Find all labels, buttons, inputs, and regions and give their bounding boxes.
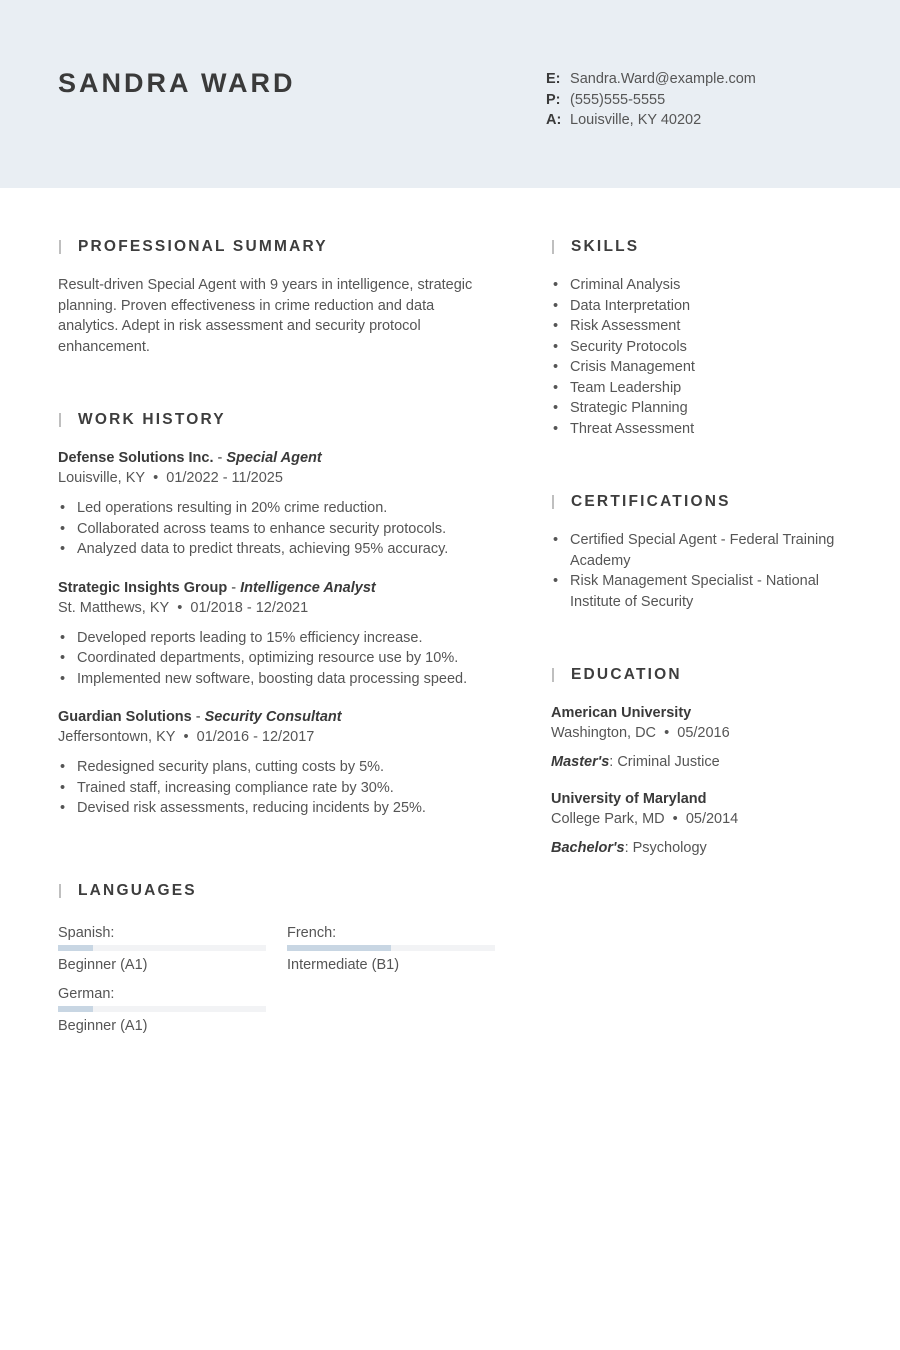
education-entry: [551, 789, 851, 858]
right-column: [551, 236, 851, 858]
job-meta: Louisville, KY • 01/2022 - 11/2025: [58, 470, 283, 486]
job-entry: [58, 448, 498, 560]
education-location: College Park, MD: [551, 811, 665, 827]
list-item: • Trained staff, increasing compliance rate by 30%.: [58, 778, 498, 799]
contact-email-key: E:: [546, 71, 561, 87]
job-bullets: [58, 498, 498, 560]
education-degree-line: [551, 752, 851, 772]
job-bullets: [58, 628, 498, 690]
language-bar: [287, 945, 495, 951]
list-item: • Coordinated departments, optimizing resource use by 10%.: [58, 648, 498, 669]
education-field: : Criminal Justice: [609, 754, 720, 770]
education-location: Washington, DC: [551, 725, 657, 741]
certification-item: • Risk Management Specialist - National Institute of Security: [551, 571, 851, 612]
header-band: [0, 0, 900, 188]
skills-heading: SKILLS: [551, 236, 851, 258]
contact-phone: [546, 90, 756, 111]
skill-item: • Crisis Management: [551, 357, 851, 378]
education-degree: Master's: [551, 754, 610, 770]
contact-block: [546, 69, 756, 131]
certifications-heading: CERTIFICATIONS: [551, 491, 851, 513]
list-item: • Devised risk assessments, reducing incidents by 25%.: [58, 798, 498, 819]
skill-item: • Risk Assessment: [551, 316, 851, 337]
job-location: St. Matthews, KY: [58, 599, 170, 616]
skill-item: • Strategic Planning: [551, 398, 851, 419]
certifications-list: [551, 530, 851, 612]
education-date: 05/2014: [685, 811, 739, 827]
job-title-line: [58, 448, 498, 468]
job-entry: [58, 578, 498, 690]
job-company: Defense Solutions Inc.: [58, 450, 214, 466]
language-bar-fill: [58, 1006, 93, 1012]
job-title-line: [58, 578, 498, 598]
job-separator: -: [213, 450, 227, 466]
left-column: [58, 236, 498, 1043]
skill-item: • Threat Assessment: [551, 419, 851, 440]
skill-item: • Team Leadership: [551, 378, 851, 399]
language-item: [58, 984, 266, 1036]
job-dates: 01/2016 - 12/2017: [196, 729, 315, 745]
job-role: Special Agent: [226, 450, 322, 466]
certification-item: • Certified Special Agent - Federal Training Academy: [551, 530, 851, 571]
job-meta: St. Matthews, KY • 01/2018 - 12/2021: [58, 599, 309, 616]
language-item: [287, 923, 495, 975]
language-bar-fill: [58, 945, 93, 951]
languages-heading: LANGUAGES: [58, 880, 498, 902]
job-dates: 01/2022 - 11/2025: [166, 470, 283, 486]
job-separator: -: [191, 709, 205, 725]
education-school: American University: [551, 705, 692, 721]
job-company: Strategic Insights Group: [58, 579, 228, 596]
education-degree: Bachelor's: [551, 840, 625, 856]
list-item: • Developed reports leading to 15% efficiency increase.: [58, 628, 498, 649]
education-degree-line: [551, 838, 851, 858]
list-item: • Redesigned security plans, cutting costs by 5%.: [58, 757, 498, 778]
job-title-line: [58, 707, 498, 727]
contact-address-value: Louisville, KY 40202: [570, 112, 702, 128]
language-item: [58, 923, 266, 975]
job-dates: 01/2018 - 12/2021: [190, 599, 309, 616]
language-bar: [58, 945, 266, 951]
job-location: Jeffersontown, KY: [58, 729, 176, 745]
job-entry: [58, 707, 498, 819]
work-history-heading: WORK HISTORY: [58, 409, 498, 431]
education-meta: Washington, DC • 05/2016: [551, 725, 730, 741]
language-level: Beginner (A1): [58, 1017, 148, 1034]
language-level: Beginner (A1): [58, 956, 148, 973]
language-bar: [58, 1006, 266, 1012]
education-meta: College Park, MD • 05/2014: [551, 811, 739, 827]
job-role: Intelligence Analyst: [240, 579, 376, 596]
job-location: Louisville, KY: [58, 470, 146, 486]
language-name: French:: [287, 924, 337, 941]
job-bullets: [58, 757, 498, 819]
list-item: • Led operations resulting in 20% crime reduction.: [58, 498, 498, 519]
education-date: 05/2016: [677, 725, 730, 741]
education-entry: [551, 703, 851, 772]
contact-phone-key: P:: [546, 91, 561, 108]
contact-email-value[interactable]: Sandra.Ward@example.com: [570, 71, 756, 87]
job-separator: -: [227, 579, 241, 596]
skill-item: • Data Interpretation: [551, 296, 851, 317]
skills-list: [551, 275, 851, 439]
education-school: University of Maryland: [551, 791, 707, 807]
skill-item: • Criminal Analysis: [551, 275, 851, 296]
education-heading: EDUCATION: [551, 664, 851, 686]
skill-item: • Security Protocols: [551, 337, 851, 358]
list-item: • Collaborated across teams to enhance security protocols.: [58, 519, 498, 540]
job-company: Guardian Solutions: [58, 709, 192, 725]
language-bar-fill: [287, 945, 391, 951]
contact-email: [546, 69, 756, 90]
candidate-name: SANDRA WARD: [58, 68, 296, 98]
job-role: Security Consultant: [204, 709, 342, 725]
education-field: : Psychology: [624, 840, 707, 856]
summary-text: Result-driven Special Agent with 9 years in intelligence, strategic planning. Proven effectiveness in crime reduction and data analytics. Adept in risk assessment and security protocol enhancement.: [58, 277, 473, 355]
language-name: German:: [58, 985, 115, 1002]
summary-heading: PROFESSIONAL SUMMARY: [58, 236, 498, 258]
contact-address-key: A:: [546, 112, 562, 128]
language-name: Spanish:: [58, 924, 115, 941]
list-item: • Implemented new software, boosting data processing speed.: [58, 669, 498, 690]
contact-address: [546, 110, 756, 131]
language-level: Intermediate (B1): [287, 956, 400, 973]
job-meta: Jeffersontown, KY • 01/2016 - 12/2017: [58, 729, 315, 745]
list-item: • Analyzed data to predict threats, achieving 95% accuracy.: [58, 539, 498, 560]
contact-phone-value[interactable]: (555)555-5555: [570, 91, 666, 108]
languages-grid: [58, 923, 498, 1043]
